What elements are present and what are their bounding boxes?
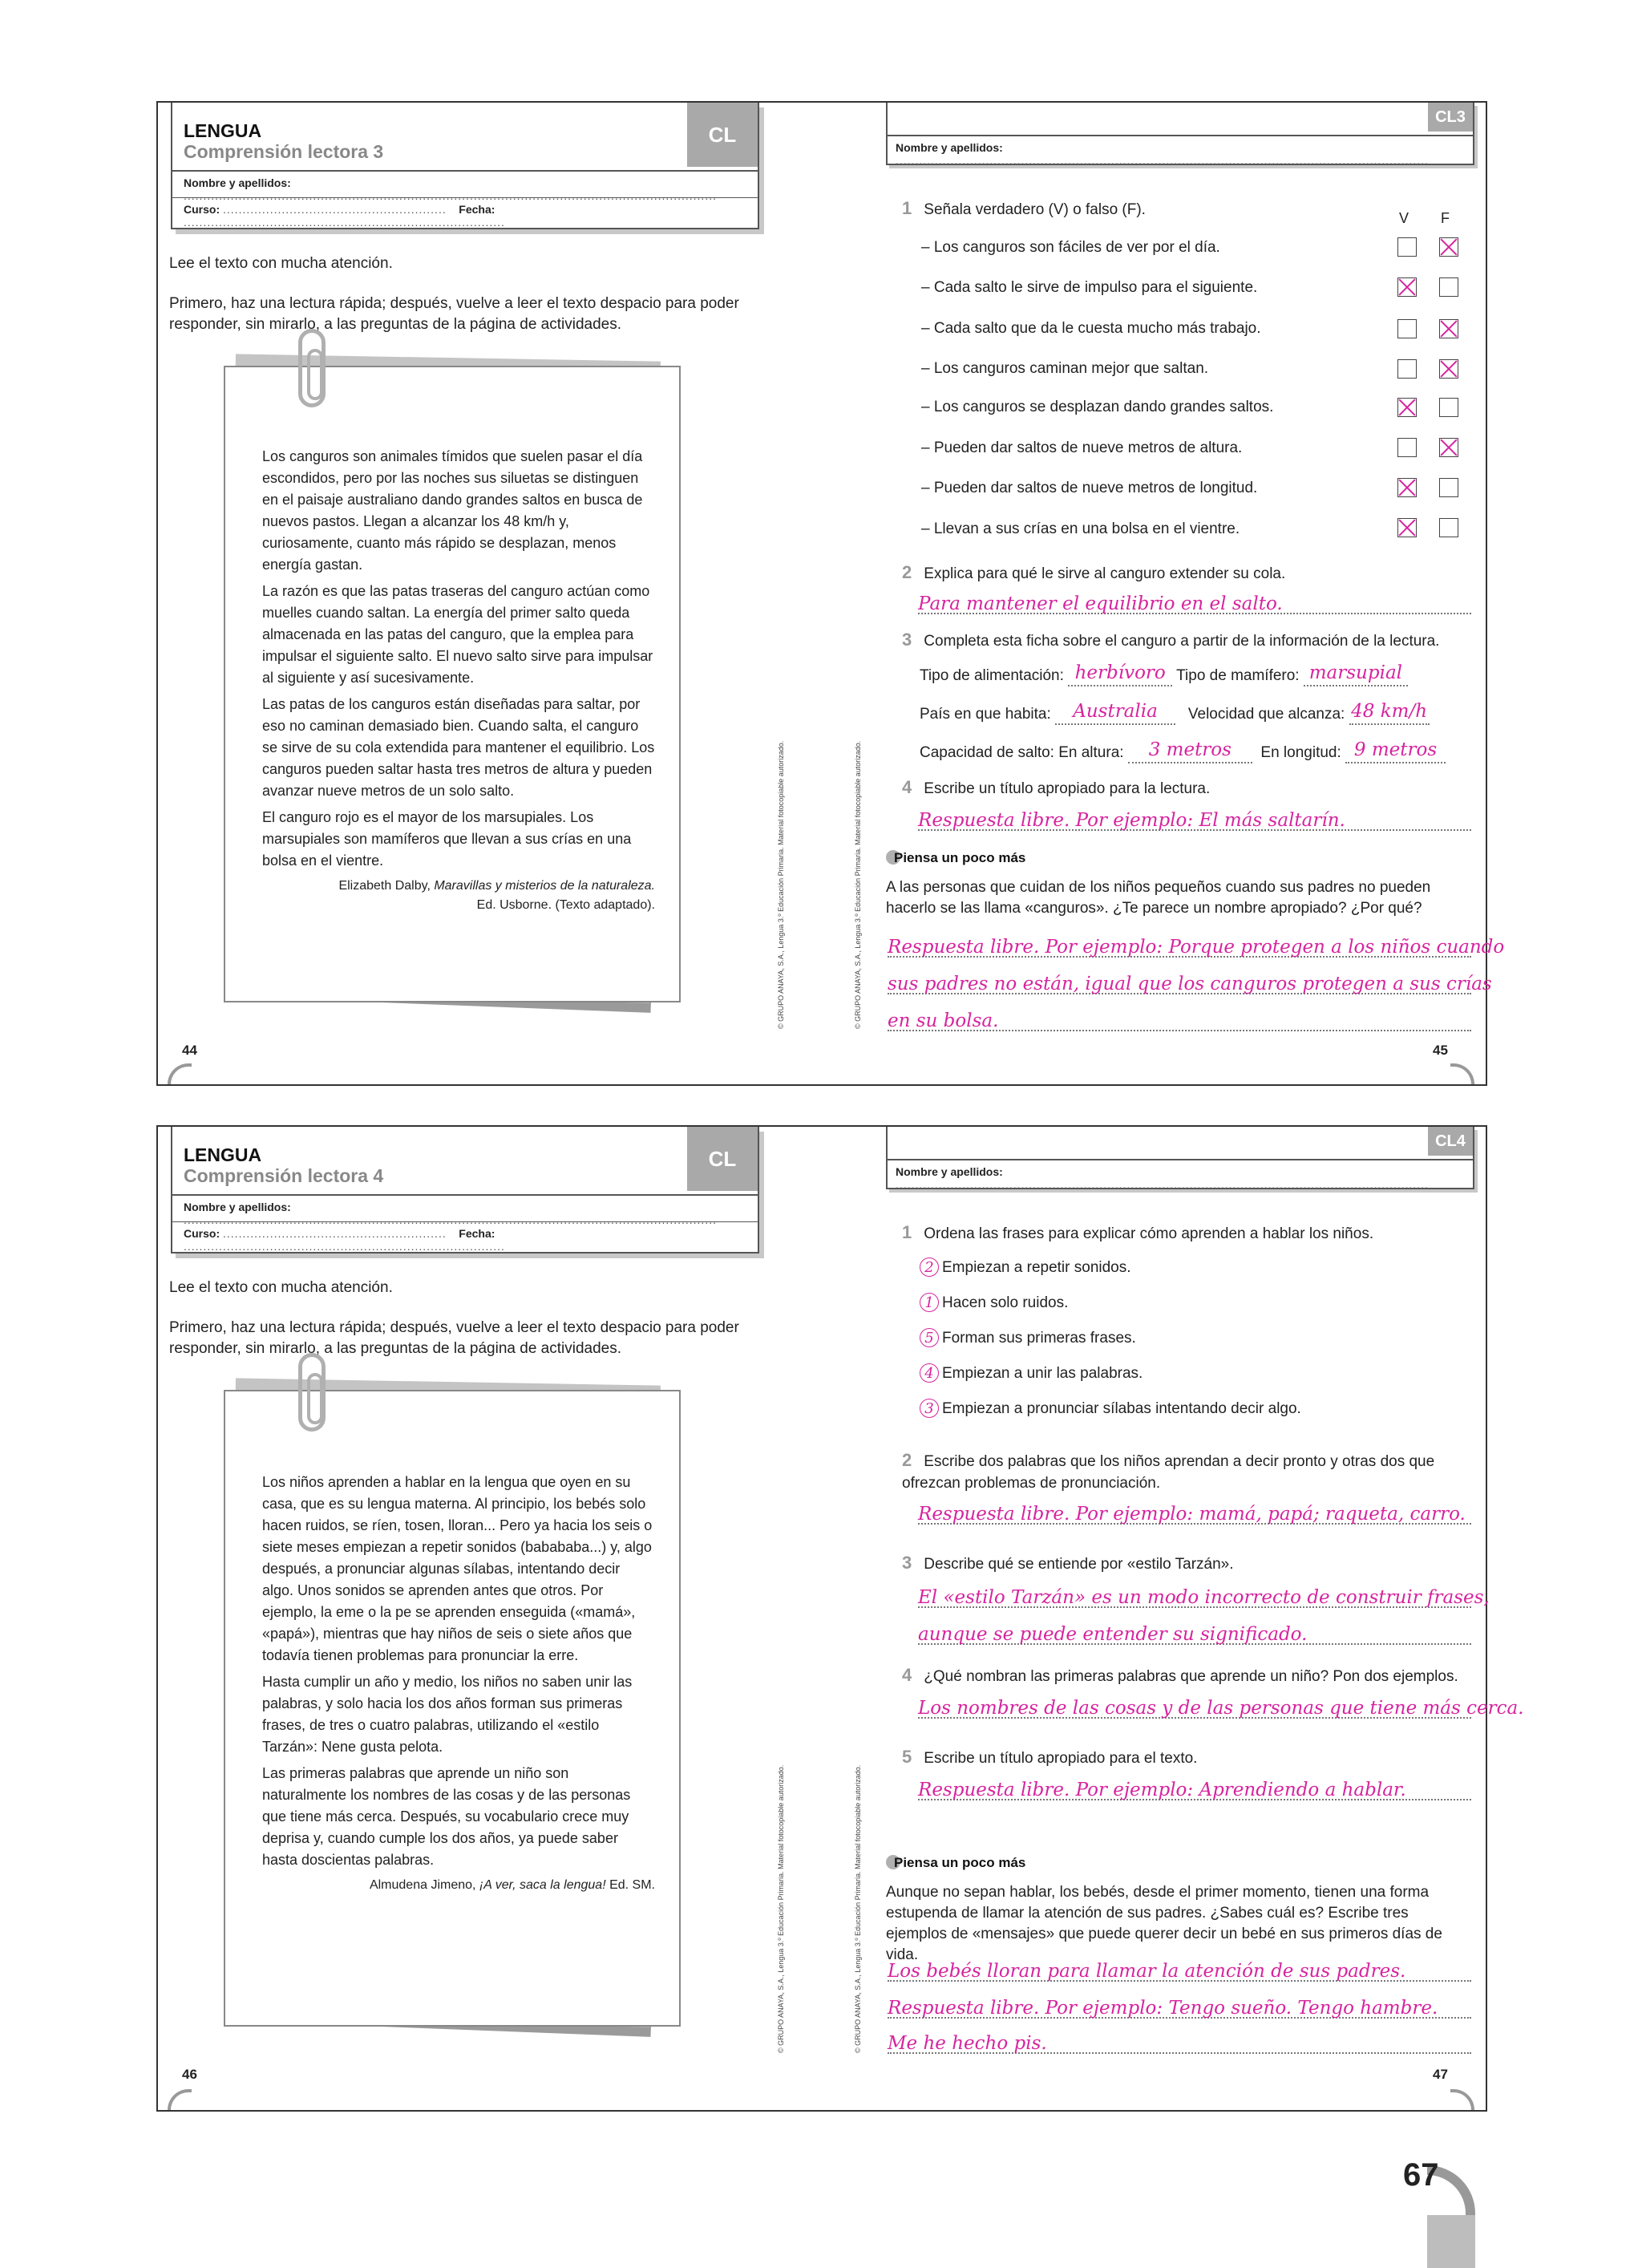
- order-item: [920, 1327, 1489, 1349]
- question-number: 2: [902, 1450, 912, 1470]
- answer-line[interactable]: [888, 969, 1492, 994]
- reading-paragraph: Hasta cumplir un año y medio, los niños no saben unir las palabras, y solo hacia los dos años forman sus primeras frases, de tres o cuatro palabras, utilizando el «estilo Tarzán»: Nene gusta pelota.: [262, 1674, 633, 1755]
- handwritten-answer: Los bebés lloran para llamar la atención de sus padres.: [888, 1961, 1406, 1982]
- subject-title: LENGUA: [184, 120, 262, 141]
- corner-bar: [1427, 2215, 1475, 2268]
- question-number: 5: [902, 1747, 912, 1767]
- cl-tag: CL: [687, 1127, 758, 1191]
- name-label: Nombre y apellidos:: [184, 1201, 291, 1213]
- question-text: Explica para qué le sirve al canguro extender su cola.: [924, 565, 1286, 582]
- order-item: [920, 1292, 1489, 1314]
- think-more-heading: Piensa un poco más: [886, 1855, 1025, 1871]
- copyright-text: © GRUPO ANAYA, S.A., Lengua 3.º Educación Primaria. Material fotocopiable autorizado.: [777, 740, 785, 1029]
- question-text: Ordena las frases para explicar cómo aprenden a hablar los niños.: [924, 1225, 1374, 1242]
- answer-line[interactable]: [888, 932, 1505, 958]
- name-dots: ........................................................................................................................................: [184, 189, 717, 202]
- handwritten-order-number[interactable]: 2: [920, 1258, 939, 1277]
- handwritten-answer: Me he hecho pis.: [888, 2033, 1047, 2054]
- name-label: Nombre y apellidos:: [896, 1165, 1003, 1178]
- reading-text: [262, 446, 655, 915]
- name-dots: ........................................................................................................................................: [896, 1178, 1429, 1191]
- true-checkbox[interactable]: [1397, 359, 1417, 379]
- answer-line[interactable]: [918, 1582, 1490, 1608]
- question-text: Escribe dos palabras que los niños aprendan a decir pronto y otras dos que ofrezcan problemas de pronunciación.: [902, 1453, 1435, 1492]
- tf-statement: – Llevan a sus crías en una bolsa en el vientre.: [921, 520, 1240, 537]
- handwritten-answer: sus padres no están, igual que los canguros protegen a sus crías: [888, 974, 1492, 994]
- cl4-tag: CL4: [1428, 1127, 1473, 1156]
- question-3: [902, 629, 1471, 652]
- question-number: 4: [902, 1665, 912, 1685]
- intro-instruction: Lee el texto con mucha atención.: [169, 1279, 393, 1296]
- tf-item: [902, 518, 1471, 540]
- page-number: 47: [1433, 2067, 1448, 2082]
- reading-source: [262, 1876, 655, 1895]
- page-number: 46: [182, 2067, 197, 2082]
- tf-statement: – Los canguros caminan mejor que saltan.: [921, 360, 1209, 377]
- unit-title: Comprensión lectora 4: [184, 1165, 384, 1186]
- reading-paragraph: Los niños aprenden a hablar en la lengua que oyen en su casa, que es su lengua materna. Al principio, los bebés solo hacen ruidos, se ríen, tosen, lloran... Pero ya hacia los seis o siete meses empiezan a repetir sonidos (babababa...) y, algo después, a pronunciar algunas sílabas, intentando decir algo. Unos sonidos se aprenden antes que otros. Por ejemplo, la eme o la pe se aprenden enseguida («mamá», «papá»), mientras que hay niños de seis o siete años que todavía tienen problemas para pronunciar la erre.: [262, 1474, 653, 1663]
- mammal-label: Tipo de mamífero:: [1176, 667, 1300, 684]
- name-field[interactable]: [888, 1159, 1473, 1196]
- handwritten-answer: Respuesta libre. Por ejemplo: Aprendiendo a hablar.: [918, 1780, 1406, 1800]
- date-label: Fecha:: [459, 1227, 495, 1240]
- tf-item: [902, 396, 1471, 418]
- reading-paragraph: Las patas de los canguros están diseñadas para saltar, por eso no caminan demasiado bien. Cuando salta, el canguro se sirve de su cola extendida para mantener el equilibrio. Los canguros pueden saltar hasta tres metros de altura y pueden avanzar nueve metros de un solo salto.: [262, 696, 655, 799]
- source-editor: Ed. Usborne. (Texto adaptado).: [476, 898, 655, 912]
- order-text: Empiezan a repetir sonidos.: [942, 1259, 1131, 1276]
- true-checkbox[interactable]: [1397, 319, 1417, 338]
- page-corner: [1450, 1063, 1474, 1084]
- fact-row: [920, 703, 1473, 725]
- true-checkbox-marked[interactable]: [1397, 277, 1417, 297]
- question-text: Describe qué se entiende por «estilo Tarzán».: [924, 1556, 1234, 1573]
- handwritten-answer: Respuesta libre. Por ejemplo: mamá, papá; raqueta, carro.: [918, 1504, 1466, 1525]
- source-title: ¡A ver, saca la lengua!: [479, 1878, 606, 1892]
- true-checkbox-marked[interactable]: [1397, 398, 1417, 417]
- false-header: F: [1441, 210, 1450, 226]
- handwritten-order-number[interactable]: 3: [920, 1399, 939, 1418]
- true-checkbox[interactable]: [1397, 237, 1417, 257]
- worksheet-spread-cl4: [156, 1125, 1524, 2112]
- tf-statement: – Cada salto que da le cuesta mucho más trabajo.: [921, 320, 1261, 337]
- source-author: Elizabeth Dalby,: [338, 879, 435, 893]
- false-checkbox[interactable]: [1439, 518, 1458, 537]
- right-page-header: [886, 1127, 1474, 1189]
- answer-line[interactable]: [888, 1993, 1471, 2019]
- question-text: Señala verdadero (V) o falso (F).: [924, 201, 1146, 218]
- course-label: Curso:: [184, 1227, 220, 1240]
- speed-label: Velocidad que alcanza:: [1187, 706, 1345, 723]
- order-text: Hacen solo ruidos.: [942, 1294, 1069, 1311]
- question-4: [902, 776, 1471, 800]
- page-number: 45: [1433, 1043, 1448, 1058]
- course-label: Curso:: [184, 203, 220, 216]
- answer-line[interactable]: [918, 805, 1471, 831]
- false-checkbox-marked[interactable]: [1439, 237, 1458, 257]
- name-dots: ........................................................................................................................................: [896, 154, 1429, 167]
- reading-paragraph: Las primeras palabras que aprende un niño son naturalmente los nombres de las cosas y de las personas que tiene más cerca. Después, su vocabulario crece muy deprisa y, cuando cumple los dos años, ya puede saber hasta doscientas palabras.: [262, 1765, 631, 1868]
- unit-title: Comprensión lectora 3: [184, 141, 384, 162]
- reading-paragraph: El canguro rojo es el mayor de los marsupiales. Los marsupiales son mamíferos que llevan a sus crías en una bolsa en el vientre.: [262, 809, 632, 869]
- reading-source: [262, 877, 655, 915]
- handwritten-answer: 48 km/h: [1351, 701, 1428, 722]
- answer-line[interactable]: [888, 1956, 1471, 1982]
- paperclip-icon: [298, 1353, 326, 1432]
- true-checkbox[interactable]: [1397, 438, 1417, 457]
- speed-field[interactable]: [1349, 703, 1430, 725]
- subject-title: LENGUA: [184, 1144, 262, 1165]
- tf-item: [902, 437, 1471, 459]
- question-text: Completa esta ficha sobre el canguro a partir de la información de la lectura.: [924, 633, 1440, 650]
- intro-reading-instruction: Primero, haz una lectura rápida; después, vuelve a leer el texto despacio para poder responder, sin mirarlo, a las preguntas de la página de actividades.: [169, 295, 739, 333]
- right-page-header: [886, 103, 1474, 165]
- handwritten-answer: Para mantener el equilibrio en el salto.: [918, 593, 1283, 614]
- handwritten-answer: El «estilo Tarzán» es un modo incorrecto de construir frases,: [918, 1587, 1490, 1608]
- question-number: 2: [902, 562, 912, 582]
- handwritten-answer: Australia: [1073, 701, 1158, 722]
- order-text: Empiezan a unir las palabras.: [942, 1365, 1143, 1382]
- question-2: [902, 1449, 1471, 1494]
- course-date-row: [172, 1221, 758, 1258]
- date-dots[interactable]: ..................................................................................: [184, 216, 505, 229]
- question-1: [902, 197, 1471, 221]
- false-checkbox[interactable]: [1439, 277, 1458, 297]
- question-number: 3: [902, 1553, 912, 1573]
- handwritten-order-number[interactable]: 4: [920, 1363, 939, 1383]
- height-field[interactable]: [1128, 741, 1252, 763]
- handwritten-answer: Respuesta libre. Por ejemplo: El más saltarín.: [918, 810, 1345, 831]
- true-checkbox-marked[interactable]: [1397, 478, 1417, 497]
- worksheet-spread-cl3: [156, 101, 1505, 1086]
- answer-line[interactable]: [888, 2028, 1471, 2054]
- false-checkbox-marked[interactable]: [1439, 359, 1458, 379]
- order-text: Empiezan a pronunciar sílabas intentando decir algo.: [942, 1400, 1301, 1417]
- handwritten-answer: Los nombres de las cosas y de las personas que tiene más cerca.: [918, 1698, 1524, 1719]
- cl3-tag: CL3: [1428, 103, 1473, 132]
- intro-instruction: Lee el texto con mucha atención.: [169, 255, 393, 272]
- order-item: [920, 1363, 1489, 1384]
- question-text: Escribe un título apropiado para la lectura.: [924, 780, 1211, 797]
- handwritten-answer: marsupial: [1308, 662, 1403, 683]
- date-label: Fecha:: [459, 203, 495, 216]
- page-corner: [1450, 2089, 1474, 2110]
- handwritten-order-number[interactable]: 1: [920, 1293, 939, 1312]
- handwritten-answer: 3 metros: [1148, 739, 1232, 760]
- answer-line[interactable]: [918, 1775, 1471, 1800]
- country-field[interactable]: [1055, 703, 1175, 725]
- tf-statement: – Pueden dar saltos de nueve metros de altura.: [921, 439, 1243, 456]
- question-text: ¿Qué nombran las primeras palabras que aprende un niño? Pon dos ejemplos.: [924, 1668, 1458, 1685]
- reading-text: [262, 1472, 655, 1895]
- reading-paragraph: Los canguros son animales tímidos que suelen pasar el día escondidos, pero por las noches sus siluetas se distinguen en el paisaje australiano dando grandes saltos en busca de nuevos pastos. Llegan a alcanzar los 48 km/h y, curiosamente, cuanto más rápido se desplazan, menos energía gastan.: [262, 448, 643, 573]
- reading-paragraph: La razón es que las patas traseras del canguro actúan como muelles cuando saltan. La energía del primer salto queda almacenada en las patas del canguro, que la emplea para impulsar el siguiente salto. El nuevo salto sirve para impulsar al siguiente y así sucesivamente.: [262, 583, 653, 686]
- handwritten-order-number[interactable]: 5: [920, 1328, 939, 1347]
- tf-statement: – Cada salto le sirve de impulso para el siguiente.: [921, 279, 1258, 296]
- question-text: Escribe un título apropiado para el texto.: [924, 1750, 1198, 1767]
- cl-tag: CL: [687, 103, 758, 167]
- length-field[interactable]: [1345, 741, 1446, 763]
- false-checkbox[interactable]: [1439, 398, 1458, 417]
- question-5: [902, 1746, 1471, 1769]
- source-editor: Ed. SM.: [605, 1878, 655, 1892]
- book-page-number: 67: [1403, 2157, 1439, 2193]
- question-4: [902, 1664, 1471, 1687]
- food-field[interactable]: [1068, 664, 1172, 686]
- tf-item: [902, 277, 1471, 298]
- question-number: 3: [902, 630, 912, 650]
- answer-line[interactable]: [918, 1499, 1471, 1525]
- jump-length-label: En longitud:: [1260, 744, 1341, 761]
- fact-row: [920, 741, 1473, 763]
- source-author: Almudena Jimeno,: [369, 1878, 479, 1892]
- question-number: 4: [902, 777, 912, 797]
- paperclip-icon: [298, 329, 326, 407]
- fact-row: [920, 664, 1473, 686]
- tf-statement: – Los canguros son fáciles de ver por el día.: [921, 239, 1220, 256]
- handwritten-answer: Respuesta libre. Por ejemplo: Tengo sueño. Tengo hambre.: [888, 1998, 1438, 2019]
- order-item: [920, 1257, 1489, 1278]
- name-field[interactable]: [888, 135, 1473, 172]
- answer-line[interactable]: [888, 1006, 1471, 1031]
- handwritten-answer: aunque se puede entender su significado.: [918, 1624, 1308, 1645]
- tf-item: [902, 318, 1471, 339]
- answer-line[interactable]: [918, 589, 1471, 614]
- tf-statement: – Los canguros se desplazan dando grandes saltos.: [921, 399, 1274, 415]
- handwritten-answer: en su bolsa.: [888, 1010, 999, 1031]
- question-2: [902, 561, 1471, 585]
- false-checkbox[interactable]: [1439, 478, 1458, 497]
- copyright-text: © GRUPO ANAYA, S.A., Lengua 3.º Educación Primaria. Material fotocopiable autorizado.: [777, 1764, 785, 2053]
- true-header: V: [1399, 210, 1409, 226]
- tf-item: [902, 237, 1471, 258]
- handwritten-answer: 9 metros: [1353, 739, 1438, 760]
- answer-line[interactable]: [918, 1693, 1524, 1719]
- handwritten-answer: Respuesta libre. Por ejemplo: Porque protegen a los niños cuando: [888, 937, 1505, 958]
- course-date-row: [172, 197, 758, 233]
- handwritten-answer: herbívoro: [1074, 662, 1166, 683]
- answer-line[interactable]: [918, 1619, 1471, 1645]
- think-more-text: Aunque no sepan hablar, los bebés, desde el primer momento, tienen una forma estupenda de llamar la atención de sus padres. ¿Sabes cuál es? Escribe tres ejemplos de «mensajes» que puede querer decir un bebé en sus primeros días de vida.: [886, 1884, 1442, 1963]
- order-item: [920, 1398, 1489, 1420]
- page-corner: [168, 1063, 192, 1084]
- think-more-text: A las personas que cuidan de los niños pequeños cuando sus padres no pueden hacerlo se las llama «canguros». ¿Te parece un nombre apropiado? ¿Por qué?: [886, 879, 1431, 917]
- course-dots[interactable]: .........................................................: [223, 203, 447, 216]
- question-1: [902, 1221, 1471, 1245]
- source-title: Maravillas y misterios de la naturaleza.: [434, 879, 655, 893]
- page-corner: [168, 2089, 192, 2110]
- tf-statement: – Pueden dar saltos de nueve metros de longitud.: [921, 480, 1258, 496]
- course-dots[interactable]: .........................................................: [223, 1227, 447, 1240]
- name-label: Nombre y apellidos:: [896, 141, 1003, 154]
- name-dots: ........................................................................................................................................: [184, 1213, 717, 1226]
- question-number: 1: [902, 1222, 912, 1242]
- mammal-field[interactable]: [1304, 664, 1408, 686]
- false-checkbox-marked[interactable]: [1439, 438, 1458, 457]
- order-text: Forman sus primeras frases.: [942, 1330, 1136, 1347]
- think-more-heading: Piensa un poco más: [886, 850, 1025, 866]
- true-checkbox-marked[interactable]: [1397, 518, 1417, 537]
- question-number: 1: [902, 198, 912, 218]
- food-label: Tipo de alimentación:: [920, 667, 1064, 684]
- name-label: Nombre y apellidos:: [184, 176, 291, 189]
- left-page-header: [171, 1127, 759, 1253]
- copyright-text: © GRUPO ANAYA, S.A., Lengua 3.º Educación Primaria. Material fotocopiable autorizado.: [854, 740, 862, 1029]
- country-label: País en que habita:: [920, 706, 1051, 723]
- tf-item: [902, 358, 1471, 379]
- false-checkbox-marked[interactable]: [1439, 319, 1458, 338]
- tf-item: [902, 477, 1471, 499]
- jump-height-label: Capacidad de salto: En altura:: [920, 744, 1124, 761]
- question-3: [902, 1552, 1471, 1575]
- intro-reading-instruction: Primero, haz una lectura rápida; después, vuelve a leer el texto despacio para poder responder, sin mirarlo, a las preguntas de la página de actividades.: [169, 1319, 739, 1357]
- page-number: 44: [182, 1043, 197, 1058]
- copyright-text: © GRUPO ANAYA, S.A., Lengua 3.º Educación Primaria. Material fotocopiable autorizado.: [854, 1764, 862, 2053]
- date-dots[interactable]: ..................................................................................: [184, 1240, 505, 1253]
- left-page-header: [171, 103, 759, 229]
